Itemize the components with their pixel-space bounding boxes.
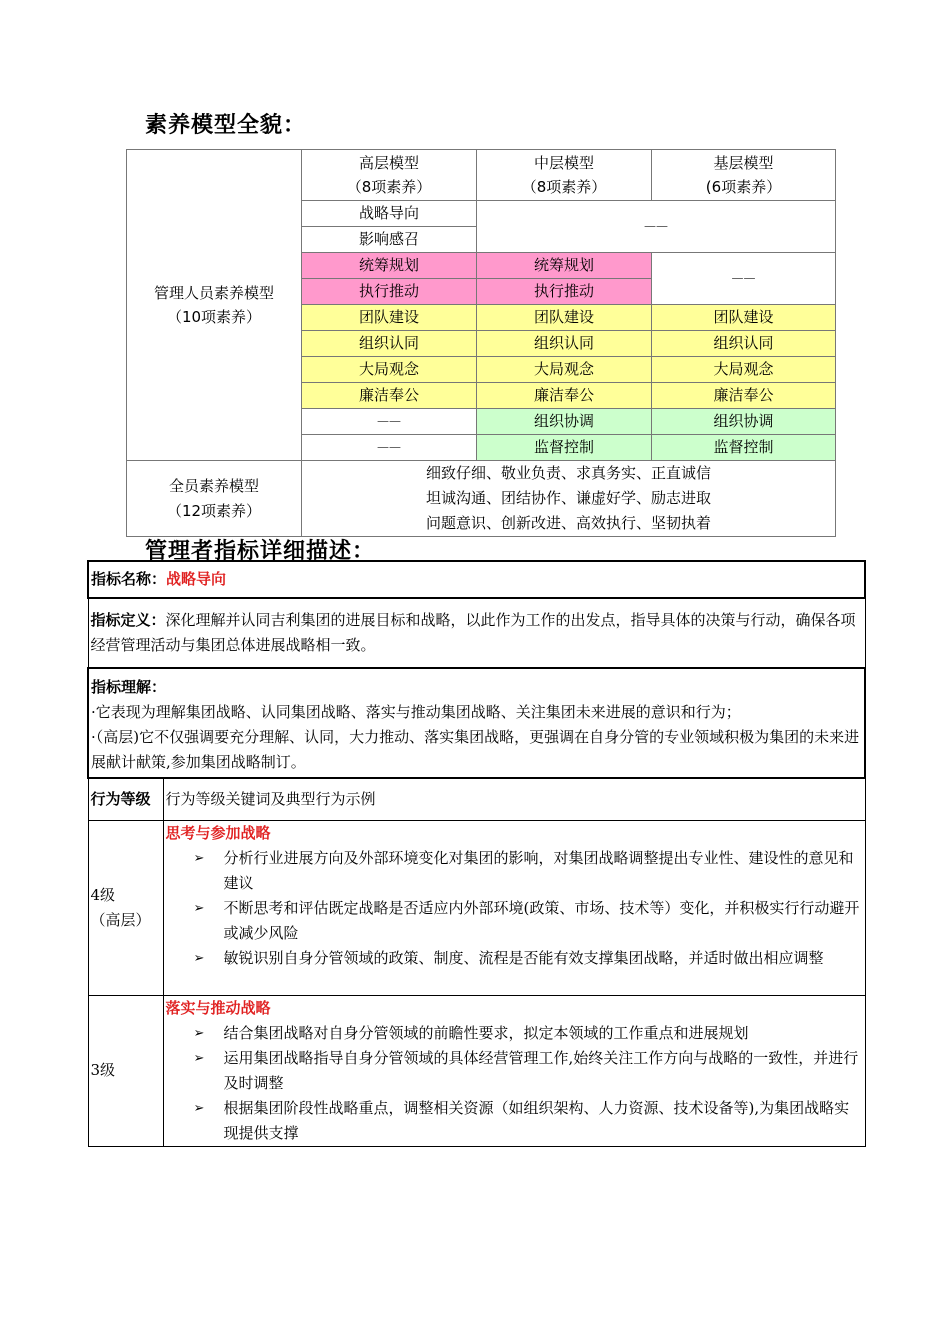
level-3-item-2: ➢ 运用集团战略指导自身分管领域的具体经营管理工作,始终关注工作方向与战略的一致性，并进行及时调整 — [166, 1046, 863, 1096]
bullet-arrow-icon: ➢ — [193, 850, 205, 866]
all-model-label: 全员素养模型 — [168, 476, 259, 495]
mgmt-model-label-cell — [127, 150, 302, 461]
indicator-definition-row — [88, 598, 865, 668]
competency-model-table — [126, 149, 836, 537]
level-3-item-3: ➢ 根据集团阶段性战略重点，调整相关资源（如组织架构、人力资源、技术设备等),为集团战略实现提供支撑 — [166, 1096, 863, 1146]
level-4-label: 4级 — [90, 885, 116, 904]
cell-team-low: 团队建设 — [652, 305, 836, 331]
mgmt-model-label: 管理人员素养模型 — [153, 284, 274, 302]
indicator-detail-table — [87, 560, 866, 1147]
cell-team-high: 团队建设 — [302, 305, 477, 331]
section-title-model-overview: 素养模型全貌： — [145, 113, 307, 138]
all-line-1: 细致仔细、敬业负责、求真务实、正直诚信 — [425, 464, 711, 482]
cell-bigpicture-low: 大局观念 — [652, 357, 836, 383]
behavior-column-header: 行为等级关键词及典型行为示例 — [163, 778, 865, 820]
cell-coordination-mid: 组织协调 — [477, 409, 652, 435]
cell-mid-planning: 统筹规划 — [477, 253, 652, 279]
all-line-3: 问题意识、创新改进、高效执行、坚韧执着 — [425, 514, 711, 532]
bullet-arrow-icon: ➢ — [193, 1100, 205, 1116]
indicator-definition-text: 深化理解并认同吉利集团的进展目标和战略，以此作为工作的出发点，指导具体的决策与行动，确保各项经营管理活动与集团总体进展战略相一致。 — [90, 611, 856, 654]
all-line-2: 坦诚沟通、团结协作、谦虚好学、励志进取 — [425, 489, 711, 507]
level-4-item-2: ➢ 不断思考和评估既定战略是否适应内外部环境(政策、市场、技术等）变化，并积极实行行动避开或减少风险 — [166, 896, 863, 946]
header-mid: 中层模型 （8项素养） — [477, 150, 652, 201]
cell-coordination-low: 组织协调 — [652, 409, 836, 435]
cell-bigpicture-high: 大局观念 — [302, 357, 477, 383]
all-model-label-cell — [127, 461, 302, 537]
indicator-understanding-row — [88, 668, 865, 778]
indicator-name-value: 战略导向 — [166, 570, 227, 588]
cell-midlow-empty: —— — [477, 201, 836, 253]
section-title-detail: 管理者指标详细描述： — [145, 539, 376, 564]
cell-team-mid: 团队建设 — [477, 305, 652, 331]
level-3-behaviors — [163, 995, 865, 1146]
cell-control-mid: 监督控制 — [477, 435, 652, 461]
all-model-count: （12项素养） — [166, 501, 262, 520]
header-high: 高层模型 （8项素养） — [302, 150, 477, 201]
level-4-sub: （高层） — [90, 910, 151, 929]
cell-integrity-high: 廉洁奉公 — [302, 383, 477, 409]
indicator-understanding-label: 指标理解： — [91, 678, 167, 696]
indicator-name-label: 指标名称： — [91, 570, 167, 588]
cell-integrity-low: 廉洁奉公 — [652, 383, 836, 409]
level-4-item-3: ➢ 敏锐识别自身分管领域的政策、制度、流程是否能有效支撑集团战略，并适时做出相应调整 — [166, 946, 863, 971]
level-4-cell — [88, 820, 163, 995]
cell-identity-mid: 组织认同 — [477, 331, 652, 357]
cell-control-low: 监督控制 — [652, 435, 836, 461]
cell-high-planning: 统筹规划 — [302, 253, 477, 279]
cell-integrity-mid: 廉洁奉公 — [477, 383, 652, 409]
cell-high-strategy: 战略导向 — [302, 201, 477, 227]
bullet-arrow-icon: ➢ — [193, 900, 205, 916]
mgmt-model-count: （10项素养） — [166, 308, 262, 326]
cell-high-influence: 影响感召 — [302, 227, 477, 253]
cell-coordination-high: —— — [302, 409, 477, 435]
cell-identity-low: 组织认同 — [652, 331, 836, 357]
cell-high-execution: 执行推动 — [302, 279, 477, 305]
cell-bigpicture-mid: 大局观念 — [477, 357, 652, 383]
cell-low-empty: —— — [652, 253, 836, 305]
header-low: 基层模型 (6项素养） — [652, 150, 836, 201]
level-3-label: 3级 — [90, 1061, 116, 1079]
cell-identity-high: 组织认同 — [302, 331, 477, 357]
cell-control-high: —— — [302, 435, 477, 461]
level-3-cell — [88, 995, 163, 1146]
level-4-item-1: ➢ 分析行业进展方向及外部环境变化对集团的影响，对集团战略调整提出专业性、建设性的意见和建议 — [166, 846, 863, 896]
bullet-arrow-icon: ➢ — [193, 1050, 205, 1066]
bullet-arrow-icon: ➢ — [193, 1025, 205, 1041]
level-column-header: 行为等级 — [88, 778, 163, 820]
level-4-keyword: 思考与参加战略 — [165, 823, 271, 842]
level-4-behaviors — [163, 820, 865, 995]
understanding-point-1: ·它表现为理解集团战略、认同集团战略、落实与推动集团战略、关注集团未来进展的意识和行为； — [91, 703, 741, 721]
level-3-keyword: 落实与推动战略 — [165, 998, 271, 1017]
all-model-competencies — [302, 461, 836, 537]
understanding-point-2: ·（高层)它不仅强调要充分理解、认同，大力推动、落实集团战略，更强调在自身分管的专业领域积极为集团的未来进展献计献策,参加集团战略制订。 — [91, 728, 860, 771]
cell-mid-execution: 执行推动 — [477, 279, 652, 305]
level-3-item-1: ➢ 结合集团战略对自身分管领域的前瞻性要求，拟定本领域的工作重点和进展规划 — [166, 1021, 863, 1046]
bullet-arrow-icon: ➢ — [193, 950, 205, 966]
indicator-definition-label: 指标定义： — [90, 611, 166, 629]
indicator-name-row — [88, 561, 865, 598]
